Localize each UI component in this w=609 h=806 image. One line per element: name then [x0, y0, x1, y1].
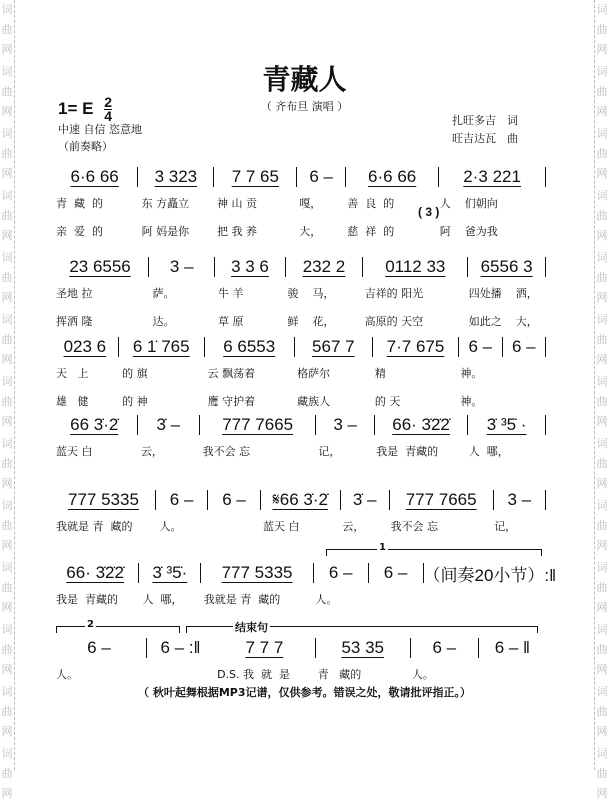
watermark-char: 曲 [596, 705, 608, 718]
measure [149, 255, 214, 279]
measure [479, 636, 546, 660]
watermark-char: 词 [596, 499, 608, 512]
score-line [52, 636, 546, 688]
measure-notes: 3 – [333, 415, 357, 434]
watermark-char: 曲 [1, 209, 13, 222]
lyric-segment: 云 飘荡着 [207, 367, 256, 380]
watermark-char: 词 [596, 127, 608, 140]
measure [468, 413, 545, 437]
measure-notes: 3̇ – [352, 490, 377, 509]
watermark-char: 曲 [1, 457, 13, 470]
measure-notes: 2·3 221 [463, 167, 521, 186]
watermark-char: 网 [1, 601, 13, 614]
watermark-char: 词 [1, 189, 13, 202]
measure [119, 335, 204, 359]
measure [411, 636, 478, 660]
score-line [52, 561, 557, 613]
lyric-segment: 蓝天 白 [263, 520, 300, 533]
time-bottom: 4 [104, 108, 112, 124]
measure-notes: 6 – [222, 490, 246, 509]
lyric-segment: 神 山 贡 [217, 197, 258, 210]
lyric-segment: 鹰 守护着 [207, 395, 256, 408]
measure [52, 561, 138, 585]
measure [261, 488, 340, 512]
lyric-segment: 天 上 [56, 367, 89, 380]
lyrics-verse-2 [52, 307, 546, 335]
measure [295, 335, 372, 359]
watermark-char: 词 [1, 375, 13, 388]
watermark-char: 曲 [596, 209, 608, 222]
measure [52, 335, 118, 359]
watermark-char: 词 [596, 3, 608, 16]
watermark-char: 网 [596, 229, 608, 242]
score-line [52, 255, 546, 335]
watermark-char: 曲 [1, 767, 13, 780]
lyric-segment: 青 藏 的 [56, 197, 103, 210]
watermark-char: 网 [596, 167, 608, 180]
measure-notes: 6 – [309, 167, 333, 186]
measure-notes: 66· 3̇2̇2̇ [66, 563, 124, 582]
measure [138, 165, 213, 189]
watermark-char: 网 [1, 725, 13, 738]
measure [390, 488, 493, 512]
measure [341, 488, 389, 512]
measure-notes: 567 7 [312, 337, 355, 356]
watermark-char: 词 [1, 623, 13, 636]
watermark-char: 网 [1, 539, 13, 552]
score-line [52, 488, 546, 540]
volta-1-bracket [326, 542, 542, 556]
watermark-char: 词 [596, 685, 608, 698]
watermark-char: 网 [1, 167, 13, 180]
lyric-segment: 把 我 养 [217, 225, 258, 238]
lyric-segment: 记， [494, 520, 517, 533]
lyric-segment: 如此之 大， [468, 315, 538, 328]
measure-notes: 3 323 [154, 167, 198, 186]
measure-notes: 6 – [383, 563, 408, 582]
lyric-segment: 骏 马， [287, 287, 335, 300]
lyric-segment: 我是 青藏的 [376, 445, 439, 458]
measure-notes: 𝄋66 3̇·2̇ [272, 490, 328, 509]
singer: （ 齐布旦 演唱 ） [260, 100, 349, 113]
measure [316, 636, 410, 660]
lyric-segment: 人。 [159, 520, 182, 533]
measure [373, 335, 458, 359]
lyricist: 扎旺多吉 词 [452, 114, 518, 127]
measure-notes: 6 – [87, 638, 111, 657]
watermark-char: 曲 [596, 767, 608, 780]
measure [200, 413, 315, 437]
measure-notes: 66 3̇·2̇ [70, 415, 119, 434]
lyric-segment: 记， [318, 445, 341, 458]
watermark-char: 网 [1, 43, 13, 56]
lyric-segment: 藏族人 [297, 395, 331, 408]
lyric-segment: 阿 妈是你 [141, 225, 190, 238]
watermark-char: 网 [596, 725, 608, 738]
watermark-char: 网 [596, 43, 608, 56]
lyric-segment: 人。 [411, 668, 434, 681]
watermark-char: 曲 [596, 643, 608, 656]
bar-line [545, 490, 546, 510]
score-line [52, 165, 546, 245]
lyric-segment: 东 方矗立 [141, 197, 190, 210]
lyric-segment: 人 们朝向 [439, 197, 498, 210]
notes-line [52, 488, 546, 512]
lyrics-verse-1 [52, 279, 546, 307]
measure-notes: 66· 3̇2̇2̇ [392, 415, 450, 434]
watermark-char: 网 [1, 105, 13, 118]
measure [297, 165, 345, 189]
measure [439, 165, 545, 189]
measure-notes: 232 2 [302, 257, 346, 276]
lyrics-verse-2 [52, 217, 546, 245]
lyric-segment: 我不会 忘 [202, 445, 251, 458]
measure [147, 636, 214, 660]
measure-notes: 6 – [468, 337, 493, 356]
watermark-char: 网 [596, 477, 608, 490]
watermark-char: 词 [1, 747, 13, 760]
measure [346, 165, 438, 189]
measure [138, 413, 199, 437]
lyric-segment: D.S. 我 就 是 [217, 668, 291, 681]
measure-notes: 777 7665 [405, 490, 477, 509]
lyrics-verse-2 [52, 387, 546, 415]
credits [452, 112, 518, 148]
lyric-segment: 人 哪， [468, 445, 509, 458]
lyric-segment: 圣地 拉 [56, 287, 93, 300]
key: 1= E [58, 98, 94, 118]
measure-notes: 0112 33 [385, 257, 446, 276]
measure [316, 413, 374, 437]
measure [52, 488, 155, 512]
watermark-char: 网 [596, 353, 608, 366]
measure [205, 335, 294, 359]
notes-line [52, 335, 546, 359]
watermark-char: 曲 [1, 643, 13, 656]
watermark-char: 网 [596, 415, 608, 428]
measure-notes: 6 6553 [223, 337, 276, 356]
watermark-char: 曲 [1, 85, 13, 98]
watermark-char: 词 [596, 251, 608, 264]
lyric-segment: 格萨尔 [297, 367, 331, 380]
lyric-segment: 鲜 花， [287, 315, 335, 328]
lyric-segment: 蓝天 白 [56, 445, 93, 458]
measure [314, 561, 368, 585]
volta-2-label: 2 [87, 619, 94, 630]
measure [375, 413, 467, 437]
lyrics-verse-1 [52, 359, 546, 387]
watermark-char: 曲 [1, 705, 13, 718]
lyric-segment: 我就是 青 藏的 [203, 593, 281, 606]
watermark-char: 网 [596, 291, 608, 304]
watermark-char: 曲 [1, 395, 13, 408]
watermark-char: 网 [1, 415, 13, 428]
watermark-char: 词 [596, 623, 608, 636]
composer: 旺吉达瓦 曲 [452, 132, 518, 145]
measure-notes: 7 7 65 [231, 167, 279, 186]
watermark-left [0, 0, 15, 800]
measure [494, 488, 545, 512]
lyric-segment: 嘎， [299, 197, 322, 210]
measure [52, 255, 148, 279]
watermark-char: 词 [596, 561, 608, 574]
lyric-segment: 阿 爸为我 [439, 225, 498, 238]
time-signature [104, 96, 112, 123]
lyric-segment: 神。 [460, 367, 483, 380]
watermark-char: 词 [1, 561, 13, 574]
score-line [52, 335, 546, 415]
measure-notes: 6·6 66 [70, 167, 119, 186]
watermark-char: 词 [1, 437, 13, 450]
measure-notes: 6 – ‖ [494, 638, 531, 657]
lyric-segment: 人 哪， [142, 593, 183, 606]
watermark-char: 曲 [596, 147, 608, 160]
lyric-segment: 牛 羊 [218, 287, 244, 300]
watermark-char: 曲 [596, 581, 608, 594]
watermark-char: 词 [1, 3, 13, 16]
watermark-char: 曲 [596, 395, 608, 408]
measure-notes: 777 5335 [221, 563, 293, 582]
notes-line [52, 413, 546, 437]
notes-line [52, 165, 546, 189]
bar-line [545, 415, 546, 435]
lyric-segment: 我就是 青 藏的 [56, 520, 133, 533]
watermark-char: 网 [1, 353, 13, 366]
measure [139, 561, 200, 585]
lyric-segment: 我不会 忘 [390, 520, 439, 533]
measure [52, 165, 137, 189]
watermark-char: 曲 [596, 271, 608, 284]
ending-bracket [186, 621, 538, 634]
watermark-char: 网 [596, 601, 608, 614]
footer-note: （ 秋叶起舞根据MP3记谱，仅供参考。错误之处，敬请批评指正。） [138, 686, 471, 699]
measure-notes: 3 – [169, 257, 194, 276]
watermark-char: 曲 [1, 333, 13, 346]
measure-notes: 6 – [432, 638, 457, 657]
measure-notes: 3 3 6 [231, 257, 269, 276]
bar-line [545, 167, 546, 187]
measure [363, 255, 467, 279]
watermark-char: 曲 [596, 457, 608, 470]
measure-notes: 7 7 7 [245, 638, 284, 657]
measure [468, 255, 545, 279]
measure [459, 335, 502, 359]
lyric-segment: 善 良 的 [347, 197, 395, 210]
measure-notes: 6 1̇ 765 [132, 337, 190, 356]
lyric-segment: 云， [342, 520, 365, 533]
time-top: 2 [104, 94, 112, 110]
watermark-right [594, 0, 609, 800]
bar-line [545, 257, 546, 277]
watermark-char: 网 [1, 787, 13, 800]
watermark-char: 曲 [1, 271, 13, 284]
song-title: 青藏人 [262, 63, 347, 96]
measure [215, 255, 284, 279]
measure-notes: 777 7665 [222, 415, 294, 434]
lyric-segment: 人。 [56, 668, 78, 681]
tempo-marking: 中速 自信 恣意地 [58, 123, 142, 136]
measure [208, 488, 259, 512]
bar-line [545, 337, 546, 357]
measure [201, 561, 312, 585]
lyric-segment: 吉祥的 阳光 [364, 287, 424, 300]
lyric-segment: 的 旗 [122, 367, 148, 380]
watermark-char: 词 [1, 685, 13, 698]
watermark-char: 词 [596, 747, 608, 760]
lyric-segment: 慈 祥 的 [347, 225, 395, 238]
measure-notes: 3̇ – [156, 415, 181, 434]
measure [156, 488, 207, 512]
watermark-char: 网 [596, 105, 608, 118]
measure-notes: 23 6556 [69, 257, 131, 276]
watermark-char: 词 [596, 65, 608, 78]
notes-line [52, 636, 546, 660]
lyric-segment: 萨。 [152, 287, 175, 300]
lyric-segment: 四处播 洒， [468, 287, 538, 300]
measure-notes: 6 – [328, 563, 353, 582]
watermark-char: 词 [1, 313, 13, 326]
watermark-char: 网 [596, 539, 608, 552]
volta-2-bracket [56, 619, 180, 633]
measure [286, 255, 363, 279]
watermark-char: 词 [1, 127, 13, 140]
lyric-segment: 达。 [152, 315, 175, 328]
watermark-char: 词 [1, 65, 13, 78]
measure-notes: 3̇ ³5̇· [152, 563, 188, 582]
watermark-char: 曲 [1, 147, 13, 160]
prelude-note: （前奏略） [58, 140, 113, 153]
watermark-char: 曲 [1, 23, 13, 36]
lyrics-verse-1 [52, 189, 546, 217]
lyric-segment: 亲 爱 的 [56, 225, 103, 238]
watermark-char: 词 [596, 313, 608, 326]
measure [214, 636, 315, 660]
watermark-char: 词 [1, 499, 13, 512]
measure-notes: 3 – [507, 490, 532, 509]
lyric-segment: 的 神 [122, 395, 148, 408]
lyric-segment: 人。 [315, 593, 338, 606]
measure-notes: 3̇ ³5̇ · [486, 415, 527, 434]
notes-line [52, 255, 546, 279]
measure [52, 636, 146, 660]
watermark-char: 网 [1, 663, 13, 676]
measure-notes: 6·6 66 [368, 167, 417, 186]
watermark-char: 网 [1, 477, 13, 490]
measure-notes: 6 – [169, 490, 194, 509]
key-signature [58, 96, 112, 123]
measure-notes: 777 5335 [68, 490, 139, 509]
watermark-char: 曲 [596, 85, 608, 98]
measure-notes: 7·7 675 [386, 337, 445, 356]
annotation-3: ( 3 ) [418, 205, 440, 219]
volta-1-label: 1 [379, 542, 386, 553]
watermark-char: 网 [1, 291, 13, 304]
watermark-char: 曲 [596, 23, 608, 36]
lyric-segment: 大， [299, 225, 322, 238]
measure [52, 413, 137, 437]
measure-notes: 6556 3 [480, 257, 533, 276]
watermark-char: 曲 [1, 581, 13, 594]
measure-notes: 53 35 [341, 638, 384, 657]
lyrics-verse-1 [52, 585, 546, 613]
watermark-char: 网 [596, 663, 608, 676]
lyric-segment: 挥洒 隆 [56, 315, 93, 328]
watermark-char: 词 [596, 375, 608, 388]
lyric-segment: 神。 [460, 395, 483, 408]
lyric-segment: 高原的 天空 [364, 315, 424, 328]
lyric-segment: 精 [374, 367, 386, 380]
lyric-segment: 云， [140, 445, 163, 458]
lyric-segment: 我是 青藏的 [56, 593, 118, 606]
lyric-segment: 雄 健 [56, 395, 89, 408]
watermark-char: 网 [596, 787, 608, 800]
lyrics-verse-1 [52, 437, 546, 465]
watermark-char: 词 [596, 189, 608, 202]
watermark-char: 曲 [596, 519, 608, 532]
measure [369, 561, 423, 585]
measure-notes: 6 – [511, 337, 536, 356]
watermark-char: 曲 [596, 333, 608, 346]
measure-notes: 023 6 [63, 337, 107, 356]
measure-notes: 6 – :‖ [160, 638, 201, 657]
watermark-char: 词 [596, 437, 608, 450]
lyric-segment: 青 藏的 [317, 668, 362, 681]
lyrics-verse-1 [52, 512, 546, 540]
watermark-char: 网 [1, 229, 13, 242]
measure [214, 165, 296, 189]
measure [503, 335, 546, 359]
notes-line [52, 561, 557, 585]
measure-notes: （间奏20小节）:‖ [423, 565, 557, 585]
watermark-char: 曲 [1, 519, 13, 532]
ending-label: 结束句 [235, 621, 268, 634]
lyric-segment: 草 原 [218, 315, 244, 328]
measure [423, 561, 557, 585]
watermark-char: 词 [1, 251, 13, 264]
lyric-segment: 的 天 [374, 395, 401, 408]
score-line [52, 413, 546, 465]
